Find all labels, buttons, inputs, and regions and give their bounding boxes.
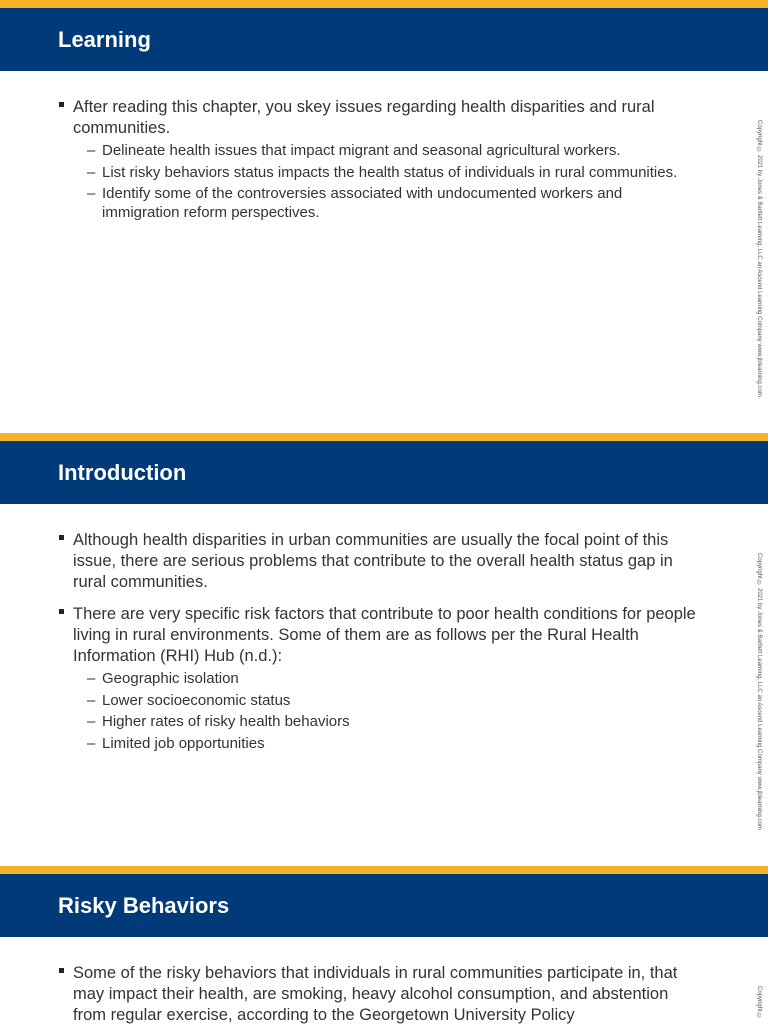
- sub-bullet: – Geographic isolation: [87, 669, 698, 688]
- bullet: [58, 530, 698, 593]
- sub-bullet: – Lower socioeconomic status: [87, 691, 698, 710]
- sub-bullet: – Limited job opportunities: [87, 734, 698, 753]
- bullet: [58, 97, 698, 222]
- slide-introduction: [0, 433, 768, 866]
- accent-bar: [0, 0, 768, 8]
- copyright-note: Copyright © 2021 by Jones & Bartlett Learning, LLC an Ascend Learning Company www.jblearning.com: [756, 120, 762, 397]
- bullet-text: Some of the risky behaviors that individuals in rural communities participate in, that may impact their health, are smoking, heavy alcohol consumption, and abstention from regular exercise, according to the Georgetown University Policy: [73, 964, 678, 1024]
- bullet-text: There are very specific risk factors that contribute to poor health conditions for people living in rural environments. Some of them are as follows per the Rural Health Information (RHI) Hub (n.d.):: [73, 605, 696, 665]
- slide-header: [0, 874, 768, 937]
- bullet: [58, 604, 698, 753]
- sub-bullet: – Higher rates of risky health behaviors: [87, 712, 698, 731]
- sub-bullet: – Identify some of the controversies associated with undocumented workers and immigration reform perspectives.: [87, 184, 698, 222]
- slide-body: [0, 71, 768, 222]
- bullet-text: Although health disparities in urban communities are usually the focal point of this issue, there are serious problems that contribute to the overall health status gap in rural communities.: [73, 531, 673, 591]
- slide-learning: [0, 0, 768, 433]
- slide-title: Introduction: [58, 459, 187, 485]
- sub-bullet: – Delineate health issues that impact migrant and seasonal agricultural workers.: [87, 141, 698, 160]
- slide-header: [0, 8, 768, 71]
- slide-body: [0, 937, 768, 1024]
- slide-risky-behaviors: [0, 866, 768, 1024]
- accent-bar: [0, 866, 768, 874]
- slide-body: [0, 504, 768, 753]
- slide-title: Learning: [58, 26, 151, 52]
- bullet: [58, 963, 698, 1024]
- bullet-text: After reading this chapter, you skey issues regarding health disparities and rural communities.: [73, 98, 655, 137]
- copyright-note: Copyright ©: [756, 986, 762, 1020]
- accent-bar: [0, 433, 768, 441]
- slide-header: [0, 441, 768, 504]
- slide-title: Risky Behaviors: [58, 892, 230, 918]
- sub-bullet: – List risky behaviors status impacts the health status of individuals in rural communities.: [87, 163, 698, 182]
- copyright-note: Copyright © 2021 by Jones & Bartlett Learning, LLC an Ascend Learning Company www.jblearning.com: [756, 553, 762, 830]
